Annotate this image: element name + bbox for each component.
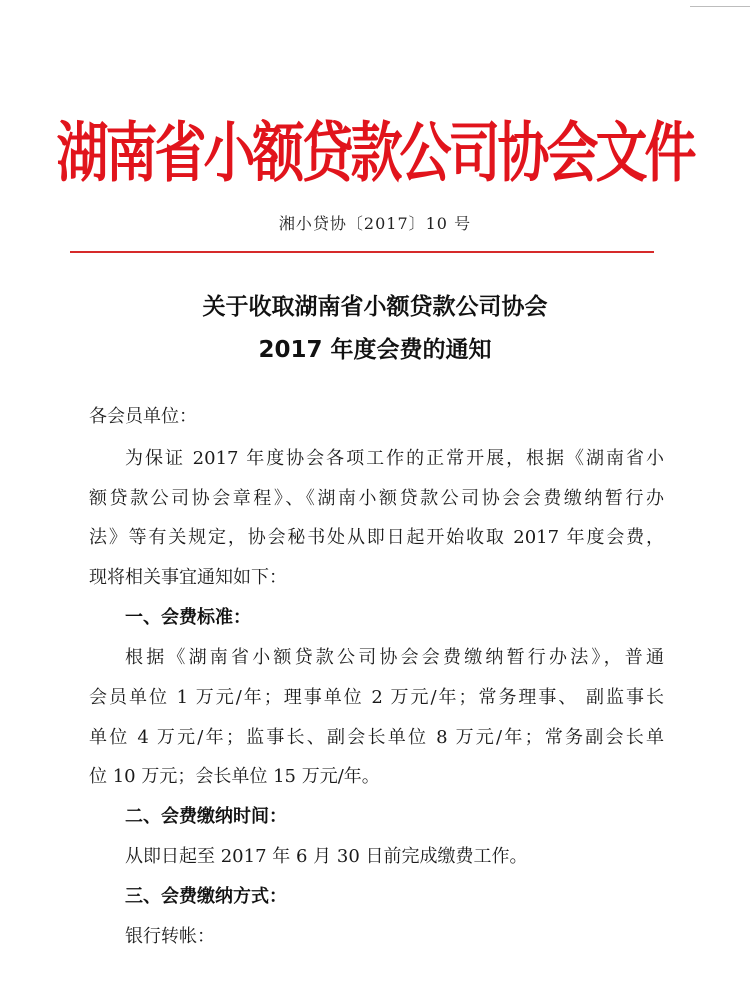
section-3-text: 银行转帐： <box>125 926 215 947</box>
org-file-header: 湖南省小额贷款公司协会文件 <box>56 116 694 192</box>
section-1-line-1 <box>125 643 664 669</box>
intro-line-2-text: 额贷款公司协会章程》、《湖南小额贷款公司协会会费缴纳暂行办 <box>89 488 664 509</box>
notice-title-line-2: 2017 年度会费的通知 <box>258 337 492 363</box>
red-divider <box>70 251 654 253</box>
section-1-line-4: 位 10 万元；会长单位 15 万元/年。 <box>89 766 380 787</box>
intro-line-3 <box>89 523 664 549</box>
intro-line-3-text: 法》等有关规定，协会秘书处从即日起开始收取 2017 年度会费， <box>89 527 664 548</box>
section-1-line-2-text: 会员单位 1 万元/年；理事单位 2 万元/年；常务理事、 副监事长 <box>89 687 664 708</box>
section-1-line-3 <box>89 723 664 749</box>
notice-title-line-1: 关于收取湖南省小额贷款公司协会 <box>202 294 548 320</box>
section-3-heading: 三、会费缴纳方式： <box>125 886 287 907</box>
intro-line-1-text: 为保证 2017 年度协会各项工作的正常开展，根据《湖南省小 <box>125 448 664 469</box>
section-1-heading: 一、会费标准： <box>125 607 251 628</box>
section-1-line-2 <box>89 683 664 709</box>
salutation: 各会员单位： <box>89 406 197 427</box>
document-number: 湘小贷协〔2017〕10 号 <box>278 214 472 233</box>
section-1-line-3-text: 单位 4 万元/年；监事长、副会长单位 8 万元/年；常务副会长单 <box>89 727 664 748</box>
intro-line-2 <box>89 484 664 510</box>
intro-line-4: 现将相关事宜通知如下： <box>89 567 287 588</box>
intro-line-1 <box>125 444 664 470</box>
section-2-heading: 二、会费缴纳时间： <box>125 806 287 827</box>
section-2-text: 从即日起至 2017 年 6 月 30 日前完成缴费工作。 <box>125 846 528 867</box>
section-1-line-1-text: 根据《湖南省小额贷款公司协会会费缴纳暂行办法》，普通 <box>125 647 664 668</box>
scan-edge-line <box>690 6 750 7</box>
